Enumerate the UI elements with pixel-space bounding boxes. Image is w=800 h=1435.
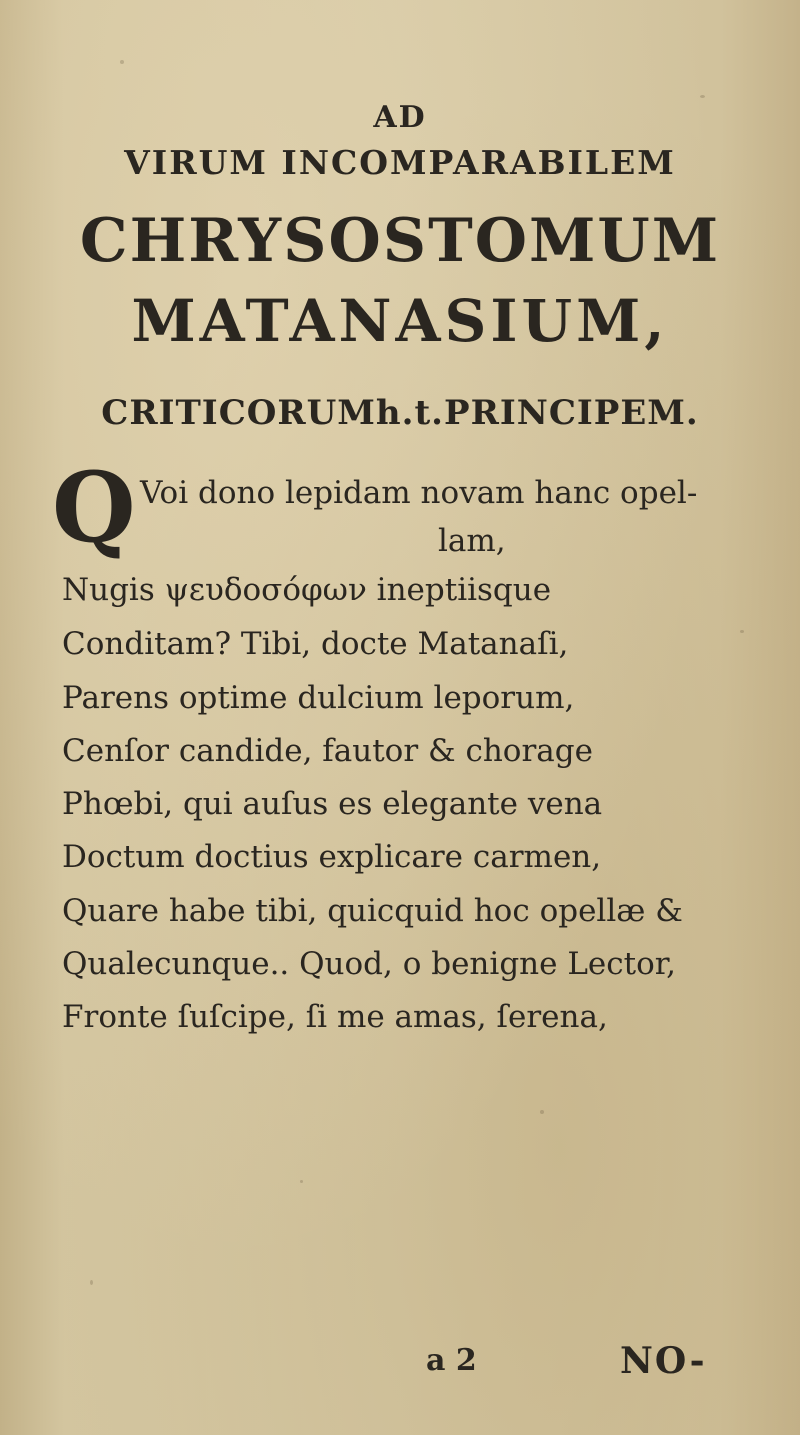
poem-line: Nugis ψευδοσόφων ineptiisque — [62, 572, 552, 608]
poem-line: Conditam? Tibi, docte Matanaſi, — [62, 626, 569, 662]
signature-mark: a 2 — [426, 1343, 477, 1378]
poem-line: Doctum doctius explicare carmen, — [62, 839, 602, 875]
poem-line: lam, — [438, 523, 506, 559]
dedicatee-first-name: CHRYSOSTOMUM — [79, 206, 721, 276]
poem-line: Parens optime dulcium leporum, — [62, 680, 575, 716]
dedicatee-title: CRITICORUMh.t.PRINCIPEM. — [101, 393, 699, 433]
poem-line: Cenſor candide, fautor & chorage — [62, 733, 593, 769]
drop-cap: Q — [52, 451, 136, 564]
poem-line: Quare habe tibi, quicquid hoc opellæ & — [62, 893, 683, 929]
poem-line: Voi dono lepidam novam hanc opel- — [140, 475, 698, 511]
dedication-ad: AD — [373, 100, 427, 135]
catchword: NO- — [620, 1340, 707, 1382]
poem-line: Qualecunque.. Quod, o benigne Lector, — [62, 946, 677, 982]
poem-line: Fronte ſuſcipe, ſi me amas, ſerena, — [62, 999, 608, 1035]
dedication-virum: VIRUM INCOMPARABILEM — [124, 143, 676, 182]
poem-line: Phœbi, qui auſus es elegante vena — [62, 786, 603, 822]
dedicatee-last-name: MATANASIUM, — [131, 287, 669, 355]
